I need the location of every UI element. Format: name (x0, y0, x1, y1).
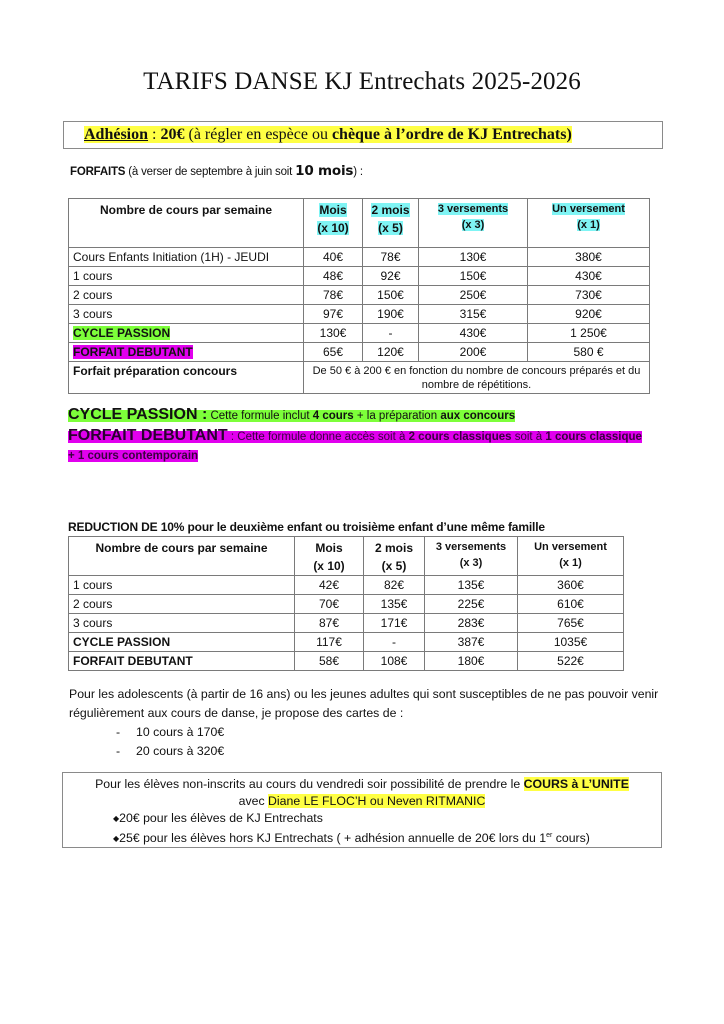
reduction-table (68, 536, 624, 671)
concours-note: De 50 € à 200 € en fonction du nombre de concours préparés et du nombre de répétitions. (304, 362, 650, 394)
cell-monthly: 42€ (295, 576, 364, 595)
row-label: 3 cours (69, 614, 295, 633)
cell-one-payment: 522€ (518, 652, 624, 671)
cell-bimonthly: 78€ (363, 248, 419, 267)
cell-one-payment: 430€ (528, 267, 650, 286)
cell-monthly: 70€ (295, 595, 364, 614)
cycle-passion-title: CYCLE PASSION : (68, 406, 208, 423)
adhesion-sep: : (148, 126, 161, 143)
adult-cards-text: Pour les adolescents (à partir de 16 ans) ou les jeunes adultes qui sont susceptibles de ne pas pouvoir venir régulièrement aux cours de danse, je propose des cartes de : (69, 687, 659, 720)
table-row (69, 267, 650, 286)
cell-monthly: 117€ (295, 633, 364, 652)
cell-bimonthly: 82€ (364, 576, 425, 595)
forfaits-months: 10 mois (295, 163, 354, 179)
cell-monthly: 58€ (295, 652, 364, 671)
unite-price-members: 20€ pour les élèves de KJ Entrechats (119, 811, 323, 825)
forfaits-label (70, 163, 363, 179)
adhesion-highlight (84, 126, 572, 143)
cell-three-payments: 225€ (425, 595, 518, 614)
cell-bimonthly: 120€ (363, 343, 419, 362)
cell-one-payment: 360€ (518, 576, 624, 595)
teachers-highlight: Diane LE FLOC’H ou Neven RITMANIC (268, 794, 486, 808)
cycle-passion-text: Cette formule inclut (207, 410, 313, 422)
card-10: 10 cours à 170€ (136, 725, 225, 739)
row-label: 2 cours (69, 286, 304, 305)
cell-three-payments: 150€ (419, 267, 528, 286)
adult-cards-section (69, 685, 669, 761)
row-label: CYCLE PASSION (69, 324, 304, 343)
cell-monthly: 65€ (304, 343, 363, 362)
unite-line-1 (63, 776, 661, 793)
table-row (69, 595, 624, 614)
forfaits-end: ) : (353, 166, 363, 178)
table-row (69, 305, 650, 324)
cell-one-payment: 380€ (528, 248, 650, 267)
table-row (69, 248, 650, 267)
row-label: 1 cours (69, 576, 295, 595)
header-bimonthly: 2 mois (x 5) (363, 199, 419, 248)
dash-bullet-icon: - (116, 744, 121, 758)
cell-three-payments: 250€ (419, 286, 528, 305)
unite-highlight: COURS à L’UNITE (523, 777, 629, 791)
table-row (69, 576, 624, 595)
header-one-payment: Un versement (x 1) (518, 537, 624, 576)
cycle-passion-bold-2: aux concours (440, 410, 516, 422)
forfait-debutant-title: FORFAIT DEBUTANT (68, 427, 228, 444)
superscript-er: er (546, 832, 553, 839)
unite-line-2 (63, 793, 661, 810)
header-course-count: Nombre de cours par semaine (69, 199, 304, 248)
forfaits-table (68, 198, 650, 394)
forfait-debutant-text: : Cette formule donne accès soit à (227, 431, 409, 443)
cell-one-payment: 610€ (518, 595, 624, 614)
dash-bullet-icon: - (116, 725, 121, 739)
table-row-cycle-passion (69, 324, 650, 343)
cours-unite-box (62, 772, 662, 848)
page-title: TARIFS DANSE KJ Entrechats 2025-2026 (143, 68, 581, 95)
header-three-payments: 3 versements (x 3) (419, 199, 528, 248)
diamond-bullet-icon: ◆ (113, 834, 120, 843)
header-monthly: Mois (x 10) (304, 199, 363, 248)
forfaits-text: (à verser de septembre à juin soit (125, 166, 296, 178)
list-item (63, 827, 661, 847)
cell-three-payments: 283€ (425, 614, 518, 633)
table-row (69, 614, 624, 633)
card-list (69, 723, 669, 761)
cell-three-payments: 200€ (419, 343, 528, 362)
cell-monthly: 87€ (295, 614, 364, 633)
forfait-debutant-bold-2: 1 cours classique + 1 cours contemporain (68, 431, 642, 462)
adhesion-note: (à régler en espèce ou (184, 126, 332, 143)
forfaits-bold: FORFAITS (70, 166, 126, 178)
adhesion-amount: 20€ (160, 126, 185, 143)
cell-one-payment: 920€ (528, 305, 650, 324)
cell-monthly: 130€ (304, 324, 363, 343)
unite-text-2: avec (238, 794, 269, 808)
cell-three-payments: 430€ (419, 324, 528, 343)
row-label: 3 cours (69, 305, 304, 324)
cell-one-payment: 1035€ (518, 633, 624, 652)
table-header-row (69, 199, 650, 248)
forfait-debutant-bold-1: 2 cours classiques (408, 431, 512, 443)
cell-bimonthly: 135€ (364, 595, 425, 614)
cell-three-payments: 387€ (425, 633, 518, 652)
table-row-forfait-debutant (69, 652, 624, 671)
list-item (69, 742, 669, 761)
table-row-cycle-passion (69, 633, 624, 652)
header-monthly: Mois (x 10) (295, 537, 364, 576)
cycle-passion-bold-1: 4 cours (312, 410, 354, 422)
cycle-passion-line (68, 405, 648, 426)
promo-section (68, 405, 648, 466)
table-row-concours (69, 362, 650, 394)
cell-three-payments: 135€ (425, 576, 518, 595)
cell-one-payment: 765€ (518, 614, 624, 633)
row-label: Cours Enfants Initiation (1H) - JEUDI (69, 248, 304, 267)
cell-bimonthly: - (364, 633, 425, 652)
cell-three-payments: 180€ (425, 652, 518, 671)
row-label: FORFAIT DEBUTANT (69, 343, 304, 362)
cycle-passion-text-2: + la préparation (353, 410, 441, 422)
table-row-forfait-debutant (69, 343, 650, 362)
forfait-debutant-line (68, 426, 648, 466)
header-one-payment: Un versement (x 1) (528, 199, 650, 248)
cell-one-payment: 1 250€ (528, 324, 650, 343)
header-course-count: Nombre de cours par semaine (69, 537, 295, 576)
header-three-payments: 3 versements (x 3) (425, 537, 518, 576)
reduction-label: REDUCTION DE 10% pour le deuxième enfant ou troisième enfant d’une même famille (68, 520, 545, 534)
row-label: 1 cours (69, 267, 304, 286)
cell-bimonthly: 92€ (363, 267, 419, 286)
cell-bimonthly: 190€ (363, 305, 419, 324)
cell-monthly: 97€ (304, 305, 363, 324)
card-20: 20 cours à 320€ (136, 744, 225, 758)
cell-monthly: 78€ (304, 286, 363, 305)
cell-three-payments: 315€ (419, 305, 528, 324)
cell-bimonthly: 150€ (363, 286, 419, 305)
unite-text: Pour les élèves non-inscrits au cours du vendredi soir possibilité de prendre le (95, 777, 524, 791)
row-label: FORFAIT DEBUTANT (69, 652, 295, 671)
row-label: 2 cours (69, 595, 295, 614)
row-label: CYCLE PASSION (69, 633, 295, 652)
diamond-bullet-icon: ◆ (113, 814, 120, 823)
cell-bimonthly: 108€ (364, 652, 425, 671)
adhesion-note-bold: chèque à l’ordre de KJ Entrechats) (331, 126, 572, 143)
table-row (69, 286, 650, 305)
cell-monthly: 48€ (304, 267, 363, 286)
cell-one-payment: 730€ (528, 286, 650, 305)
cell-bimonthly: - (363, 324, 419, 343)
header-bimonthly: 2 mois (x 5) (364, 537, 425, 576)
forfait-debutant-text-2: soit à (511, 431, 546, 443)
list-item (69, 723, 669, 742)
list-item (63, 810, 661, 827)
cell-monthly: 40€ (304, 248, 363, 267)
adhesion-label: Adhésion (84, 126, 149, 143)
cell-one-payment: 580 € (528, 343, 650, 362)
cell-bimonthly: 171€ (364, 614, 425, 633)
row-label: Forfait préparation concours (69, 362, 304, 394)
unite-price-end: cours) (552, 831, 590, 845)
unite-price-non-members: 25€ pour les élèves hors KJ Entrechats ( + adhésion annuelle de 20€ lors du 1 (119, 831, 547, 845)
cell-three-payments: 130€ (419, 248, 528, 267)
table-header-row (69, 537, 624, 576)
adhesion-box (63, 121, 663, 149)
